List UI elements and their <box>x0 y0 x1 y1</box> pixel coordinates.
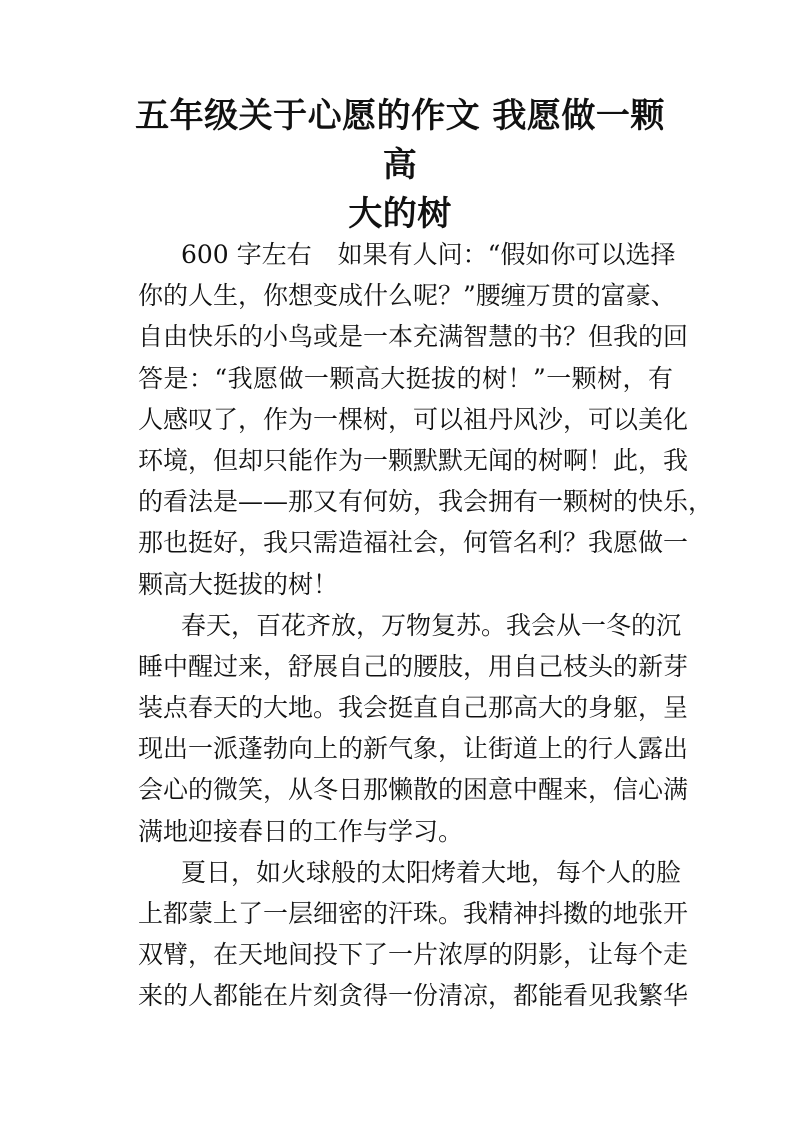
paragraph-3-line-2: 上都蒙上了一层细密的汗珠。我精神抖擞的地张开 <box>138 899 689 928</box>
title-line-1: 五年级关于心愿的作文 我愿做一颗高 <box>135 96 665 185</box>
paragraph-3-line-1: 夏日，如火球般的太阳烤着大地，每个人的脸 <box>181 857 682 887</box>
paragraph-3-line-3: 双臂，在天地间投下了一片浓厚的阴影，让每个走 <box>138 940 689 970</box>
paragraph-1-line-4: 答是：“我愿做一颗高大挺拔的树！”一颗树，有 <box>138 363 673 393</box>
paragraph-1-line-9: 颗高大挺拔的树！ <box>138 569 339 599</box>
paragraph-2-line-3: 装点春天的大地。我会挺直自己那高大的身躯，呈 <box>138 693 689 723</box>
essay-body <box>138 234 714 1017</box>
paragraph-1-line-3: 自由快乐的小鸟或是一本充满智慧的书？但我的回 <box>138 322 689 352</box>
document-title <box>120 92 680 239</box>
paragraph-1-line-7: 的看法是——那又有何妨，我会拥有一颗树的快乐， <box>138 487 714 517</box>
paragraph-2-line-6: 满地迎接春日的工作与学习。 <box>138 816 464 846</box>
paragraph-1-line-5: 人感叹了，作为一棵树，可以祖丹风沙，可以美化 <box>138 404 689 434</box>
paragraph-1-line-6: 环境，但却只能作为一颗默默无闻的树啊！此，我 <box>138 445 689 475</box>
paragraph-3-line-4: 来的人都能在片刻贪得一份清凉，都能看见我繁华 <box>138 981 689 1011</box>
paragraph-2-line-1: 春天，百花齐放，万物复苏。我会从一冬的沉 <box>181 610 682 640</box>
paragraph-1-line-2: 你的人生，你想变成什么呢？”腰缠万贯的富豪、 <box>138 281 676 311</box>
paragraph-2-line-4: 现出一派蓬勃向上的新气象，让街道上的行人露出 <box>138 734 689 764</box>
title-line-2: 大的树 <box>348 194 452 234</box>
paragraph-1-line-1-text: 如果有人问：“假如你可以选择 <box>337 240 676 269</box>
paragraph-1-line-1 <box>138 234 676 275</box>
paragraph-1-line-8: 那也挺好，我只需造福社会，何管名利？我愿做一 <box>138 528 689 558</box>
word-count-note: 600 字左右 <box>181 240 312 269</box>
paragraph-2-line-2: 睡中醒过来，舒展自己的腰肢，用自己枝头的新芽 <box>138 651 689 681</box>
paragraph-2-line-5: 会心的微笑，从冬日那懒散的困意中醒来，信心满 <box>138 775 689 805</box>
